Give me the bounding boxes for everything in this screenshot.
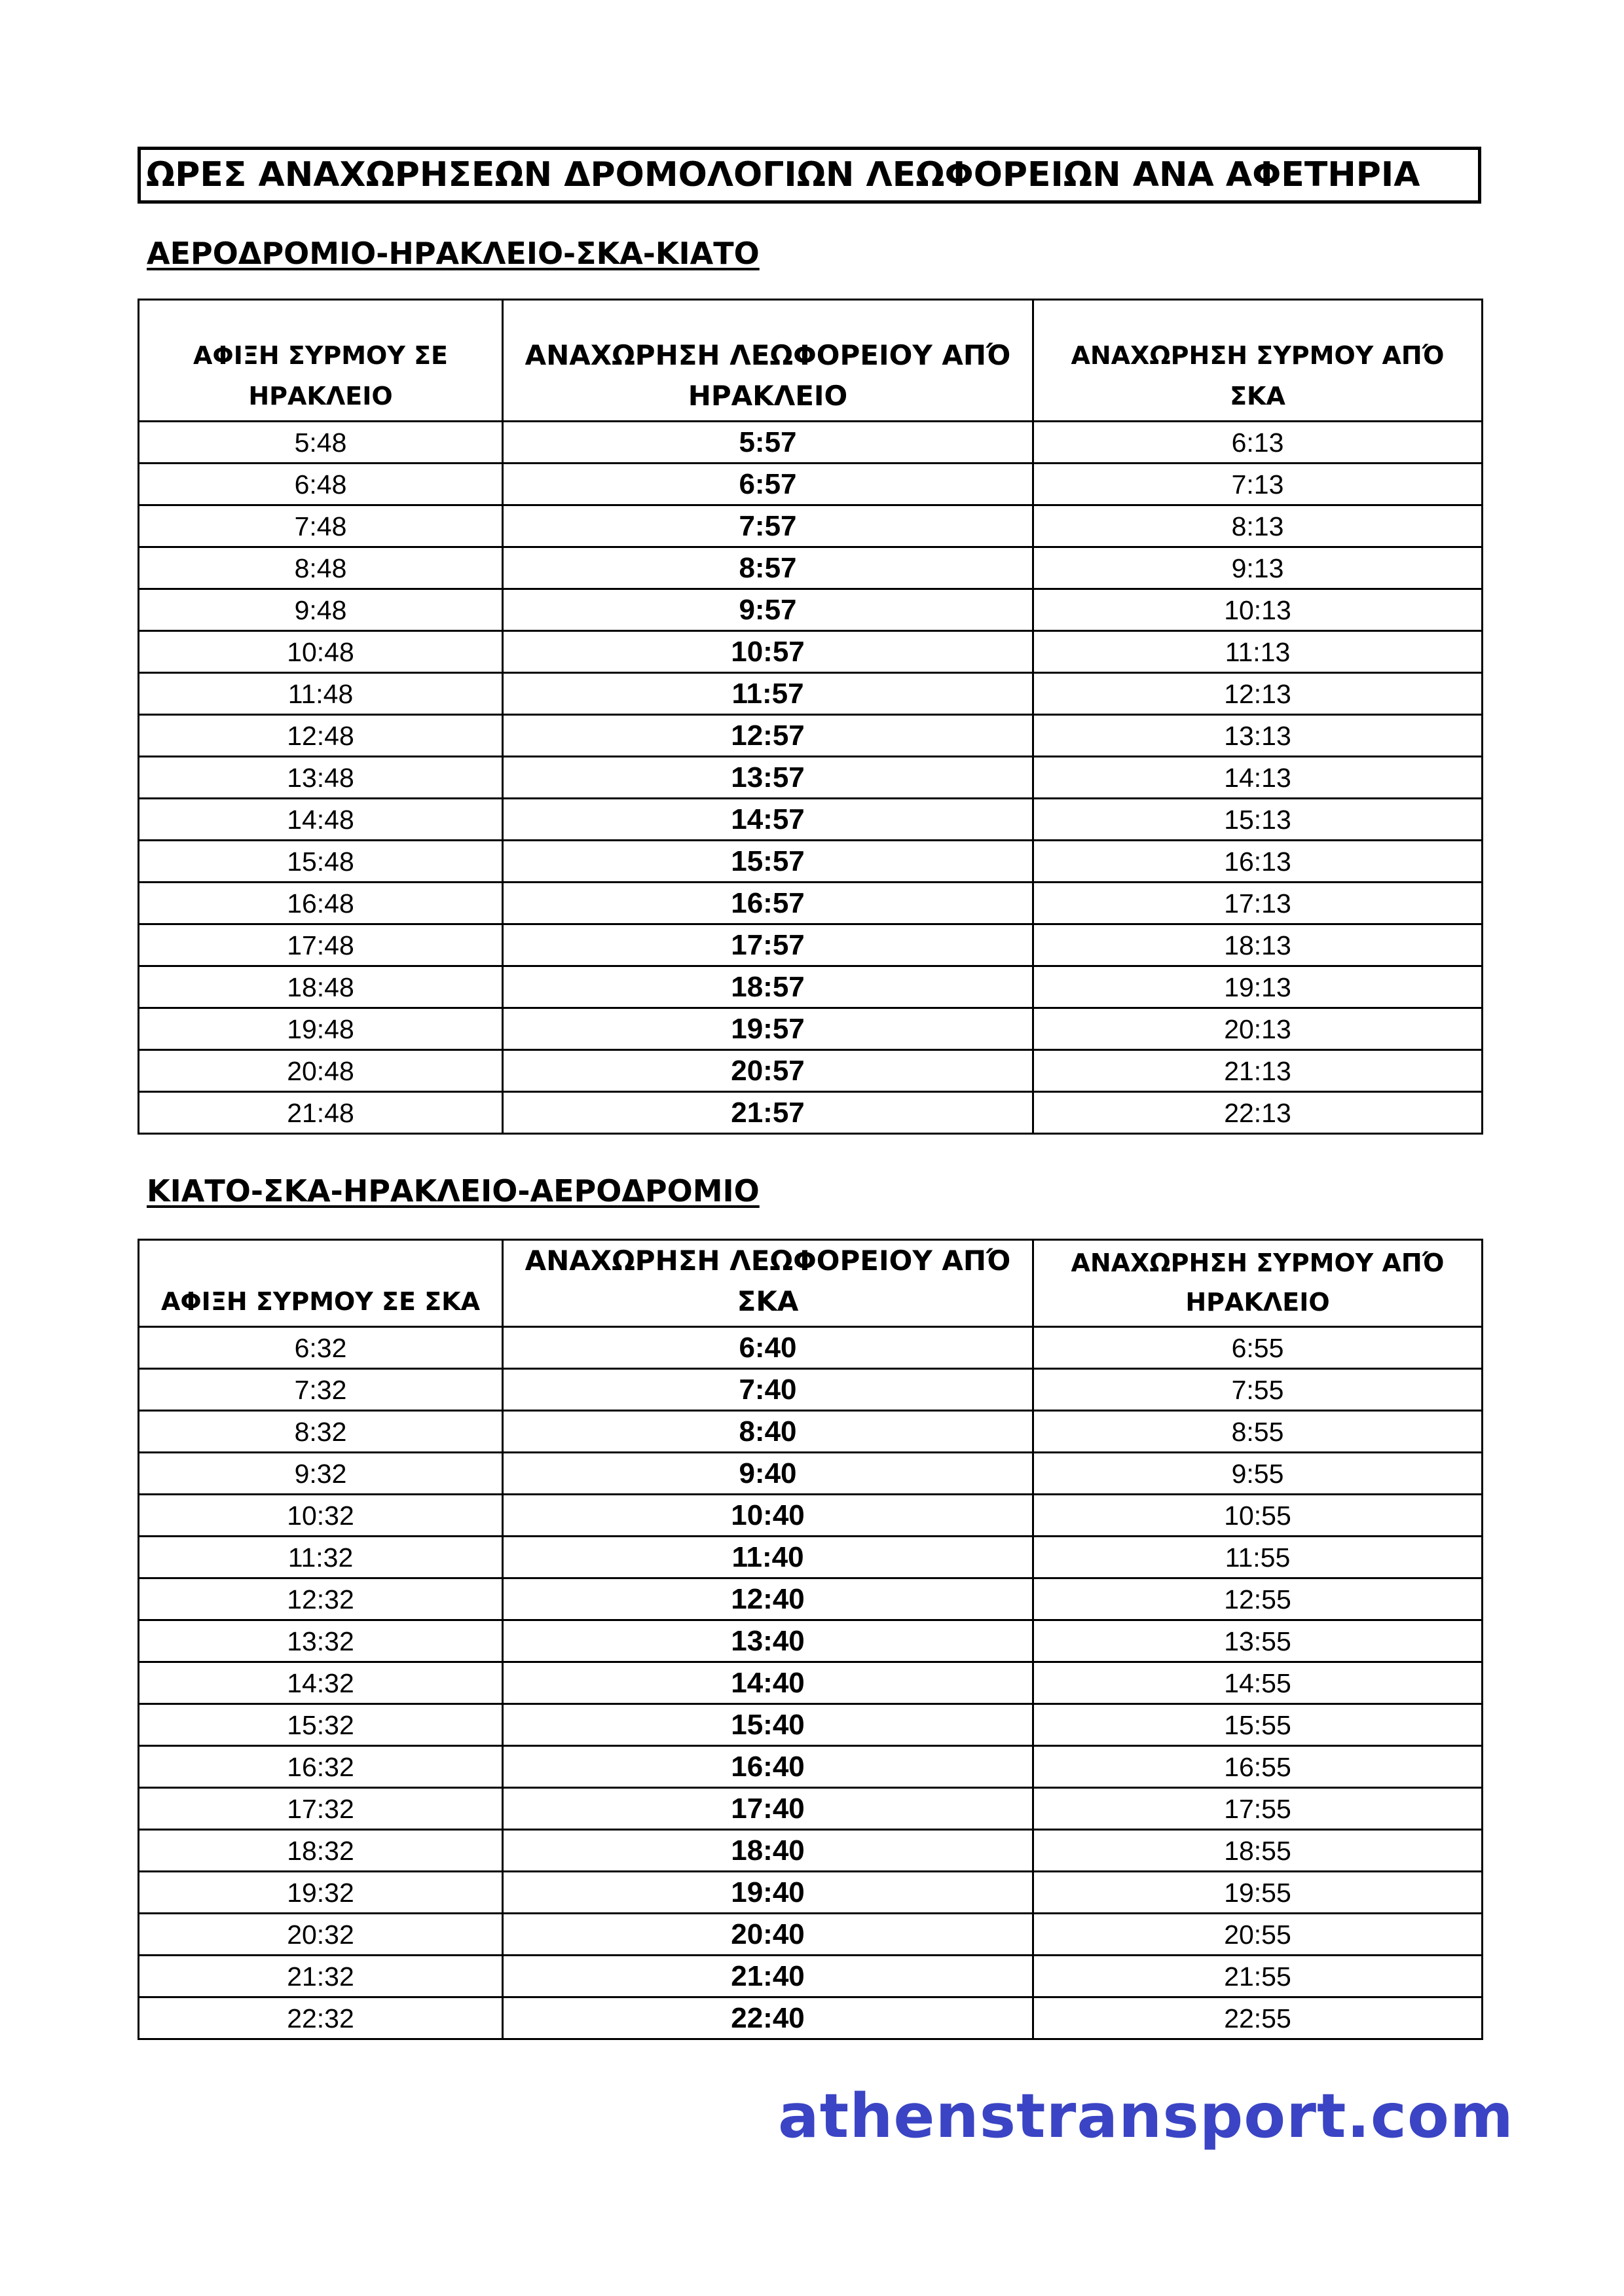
train-departure-cell: 17:55 [1033, 1788, 1483, 1830]
table-row [139, 1495, 1483, 1537]
train-arrival-cell: 21:48 [139, 1092, 503, 1134]
bus-departure-cell: 8:57 [503, 547, 1033, 589]
table-row [139, 799, 1483, 841]
train-departure-cell: 10:55 [1033, 1495, 1483, 1537]
table-row [139, 1327, 1483, 1369]
bus-departure-cell: 20:57 [503, 1050, 1033, 1092]
train-departure-cell: 22:13 [1033, 1092, 1483, 1134]
train-departure-cell: 6:13 [1033, 422, 1483, 464]
train-arrival-cell: 14:32 [139, 1662, 503, 1704]
train-arrival-cell: 8:32 [139, 1411, 503, 1453]
bus-departure-cell: 15:57 [503, 841, 1033, 883]
train-departure-cell: 7:55 [1033, 1369, 1483, 1411]
website-link[interactable]: athenstransport.com [778, 2081, 1514, 2151]
table-row [139, 1997, 1483, 2039]
train-departure-cell: 11:55 [1033, 1537, 1483, 1578]
train-arrival-cell: 6:48 [139, 464, 503, 505]
train-arrival-cell: 17:32 [139, 1788, 503, 1830]
train-departure-cell: 9:13 [1033, 547, 1483, 589]
train-departure-cell: 21:55 [1033, 1956, 1483, 1997]
table-row [139, 1914, 1483, 1956]
train-departure-cell: 12:55 [1033, 1578, 1483, 1620]
table-body [139, 1327, 1483, 2039]
train-arrival-cell: 20:48 [139, 1050, 503, 1092]
train-departure-cell: 18:13 [1033, 924, 1483, 966]
train-departure-cell: 7:13 [1033, 464, 1483, 505]
train-departure-cell: 17:13 [1033, 883, 1483, 924]
train-departure-cell: 8:13 [1033, 505, 1483, 547]
bus-departure-cell: 14:57 [503, 799, 1033, 841]
train-arrival-cell: 11:32 [139, 1537, 503, 1578]
train-arrival-cell: 11:48 [139, 673, 503, 715]
train-departure-cell: 10:13 [1033, 589, 1483, 631]
bus-departure-cell: 12:57 [503, 715, 1033, 757]
train-departure-cell: 16:13 [1033, 841, 1483, 883]
bus-departure-cell: 22:40 [503, 1997, 1033, 2039]
table-row [139, 1704, 1483, 1746]
bus-departure-cell: 9:40 [503, 1453, 1033, 1495]
train-departure-cell: 15:13 [1033, 799, 1483, 841]
train-arrival-cell: 15:48 [139, 841, 503, 883]
train-arrival-cell: 8:48 [139, 547, 503, 589]
table-row [139, 1537, 1483, 1578]
table-header-row [139, 300, 1483, 422]
train-arrival-cell: 9:32 [139, 1453, 503, 1495]
bus-departure-cell: 17:40 [503, 1788, 1033, 1830]
bus-departure-cell: 11:40 [503, 1537, 1033, 1578]
bus-departure-cell: 7:57 [503, 505, 1033, 547]
train-departure-cell: 8:55 [1033, 1411, 1483, 1453]
bus-departure-cell: 21:57 [503, 1092, 1033, 1134]
train-arrival-cell: 7:48 [139, 505, 503, 547]
train-departure-cell: 13:13 [1033, 715, 1483, 757]
train-arrival-cell: 22:32 [139, 1997, 503, 2039]
table-row [139, 1872, 1483, 1914]
train-arrival-cell: 6:32 [139, 1327, 503, 1369]
train-departure-cell: 15:55 [1033, 1704, 1483, 1746]
train-arrival-cell: 7:32 [139, 1369, 503, 1411]
train-departure-cell: 20:55 [1033, 1914, 1483, 1956]
table-row [139, 505, 1483, 547]
train-departure-cell: 13:55 [1033, 1620, 1483, 1662]
table-row [139, 757, 1483, 799]
train-arrival-cell: 13:48 [139, 757, 503, 799]
section-title-airport-to-kiato: ΑΕΡΟΔΡΟΜΙΟ-ΗΡΑΚΛΕΙΟ-ΣΚΑ-ΚΙΑΤΟ [147, 236, 760, 271]
bus-departure-cell: 14:40 [503, 1662, 1033, 1704]
train-departure-cell: 20:13 [1033, 1008, 1483, 1050]
table-row [139, 1453, 1483, 1495]
table-row [139, 1092, 1483, 1134]
train-arrival-cell: 10:32 [139, 1495, 503, 1537]
table-row [139, 589, 1483, 631]
table-row [139, 715, 1483, 757]
bus-departure-cell: 8:40 [503, 1411, 1033, 1453]
table-row [139, 464, 1483, 505]
bus-departure-cell: 17:57 [503, 924, 1033, 966]
bus-departure-cell: 7:40 [503, 1369, 1033, 1411]
train-arrival-cell: 18:48 [139, 966, 503, 1008]
train-arrival-cell: 12:32 [139, 1578, 503, 1620]
table-row [139, 883, 1483, 924]
bus-departure-cell: 15:40 [503, 1704, 1033, 1746]
table-row [139, 1369, 1483, 1411]
table-row [139, 1788, 1483, 1830]
table-row [139, 422, 1483, 464]
train-arrival-cell: 19:48 [139, 1008, 503, 1050]
train-departure-cell: 9:55 [1033, 1453, 1483, 1495]
column-header-train-departure: ΑΝΑΧΩΡΗΣΗ ΣΥΡΜΟΥ ΑΠΌ ΗΡΑΚΛΕΙΟ [1033, 1240, 1483, 1327]
column-header-train-arrival: ΑΦΙΞΗ ΣΥΡΜΟΥ ΣΕ ΣΚΑ [139, 1240, 503, 1327]
bus-departure-cell: 12:40 [503, 1578, 1033, 1620]
train-arrival-cell: 17:48 [139, 924, 503, 966]
table-row [139, 673, 1483, 715]
train-arrival-cell: 20:32 [139, 1914, 503, 1956]
section-title-kiato-to-airport: ΚΙΑΤΟ-ΣΚΑ-ΗΡΑΚΛΕΙΟ-ΑΕΡΟΔΡΟΜΙΟ [147, 1173, 760, 1209]
train-departure-cell: 21:13 [1033, 1050, 1483, 1092]
bus-departure-cell: 6:40 [503, 1327, 1033, 1369]
train-arrival-cell: 21:32 [139, 1956, 503, 1997]
train-arrival-cell: 18:32 [139, 1830, 503, 1872]
train-departure-cell: 6:55 [1033, 1327, 1483, 1369]
table-row [139, 1746, 1483, 1788]
table-row [139, 966, 1483, 1008]
bus-departure-cell: 18:57 [503, 966, 1033, 1008]
bus-departure-cell: 5:57 [503, 422, 1033, 464]
table-row [139, 547, 1483, 589]
timetable-airport-to-kiato [138, 299, 1483, 1135]
table-body [139, 422, 1483, 1134]
table-row [139, 1411, 1483, 1453]
train-arrival-cell: 10:48 [139, 631, 503, 673]
train-departure-cell: 19:13 [1033, 966, 1483, 1008]
table-row [139, 1830, 1483, 1872]
train-departure-cell: 14:55 [1033, 1662, 1483, 1704]
train-departure-cell: 14:13 [1033, 757, 1483, 799]
bus-departure-cell: 16:57 [503, 883, 1033, 924]
train-departure-cell: 11:13 [1033, 631, 1483, 673]
train-arrival-cell: 13:32 [139, 1620, 503, 1662]
bus-departure-cell: 16:40 [503, 1746, 1033, 1788]
table-row [139, 1008, 1483, 1050]
table-row [139, 1578, 1483, 1620]
timetable-kiato-to-airport [138, 1239, 1483, 2040]
table-row [139, 631, 1483, 673]
column-header-train-arrival: ΑΦΙΞΗ ΣΥΡΜΟΥ ΣΕ ΗΡΑΚΛΕΙΟ [139, 300, 503, 422]
bus-departure-cell: 13:40 [503, 1620, 1033, 1662]
bus-departure-cell: 19:40 [503, 1872, 1033, 1914]
train-departure-cell: 19:55 [1033, 1872, 1483, 1914]
column-header-bus-departure: ΑΝΑΧΩΡΗΣΗ ΛΕΩΦΟΡΕΙΟΥ ΑΠΌ ΣΚΑ [503, 1240, 1033, 1327]
bus-departure-cell: 10:57 [503, 631, 1033, 673]
train-arrival-cell: 16:48 [139, 883, 503, 924]
table-row [139, 1620, 1483, 1662]
bus-departure-cell: 18:40 [503, 1830, 1033, 1872]
table-row [139, 1050, 1483, 1092]
bus-departure-cell: 21:40 [503, 1956, 1033, 1997]
bus-departure-cell: 6:57 [503, 464, 1033, 505]
column-header-bus-departure: ΑΝΑΧΩΡΗΣΗ ΛΕΩΦΟΡΕΙΟΥ ΑΠΌ ΗΡΑΚΛΕΙΟ [503, 300, 1033, 422]
bus-departure-cell: 20:40 [503, 1914, 1033, 1956]
bus-departure-cell: 13:57 [503, 757, 1033, 799]
train-arrival-cell: 5:48 [139, 422, 503, 464]
train-arrival-cell: 12:48 [139, 715, 503, 757]
bus-departure-cell: 19:57 [503, 1008, 1033, 1050]
train-departure-cell: 22:55 [1033, 1997, 1483, 2039]
bus-departure-cell: 11:57 [503, 673, 1033, 715]
train-departure-cell: 12:13 [1033, 673, 1483, 715]
table-row [139, 1956, 1483, 1997]
table-header-row [139, 1240, 1483, 1327]
bus-departure-cell: 10:40 [503, 1495, 1033, 1537]
table-row [139, 841, 1483, 883]
bus-departure-cell: 9:57 [503, 589, 1033, 631]
train-departure-cell: 18:55 [1033, 1830, 1483, 1872]
table-row [139, 924, 1483, 966]
table-row [139, 1662, 1483, 1704]
train-arrival-cell: 15:32 [139, 1704, 503, 1746]
train-arrival-cell: 16:32 [139, 1746, 503, 1788]
train-arrival-cell: 19:32 [139, 1872, 503, 1914]
page-title: ΩΡΕΣ ΑΝΑΧΩΡΗΣΕΩΝ ΔΡΟΜΟΛΟΓΙΩΝ ΛΕΩΦΟΡΕΙΩΝ ΑΝΑ ΑΦΕΤΗΡΙΑ [138, 147, 1481, 204]
train-arrival-cell: 9:48 [139, 589, 503, 631]
train-arrival-cell: 14:48 [139, 799, 503, 841]
train-departure-cell: 16:55 [1033, 1746, 1483, 1788]
column-header-train-departure: ΑΝΑΧΩΡΗΣΗ ΣΥΡΜΟΥ ΑΠΌ ΣΚΑ [1033, 300, 1483, 422]
